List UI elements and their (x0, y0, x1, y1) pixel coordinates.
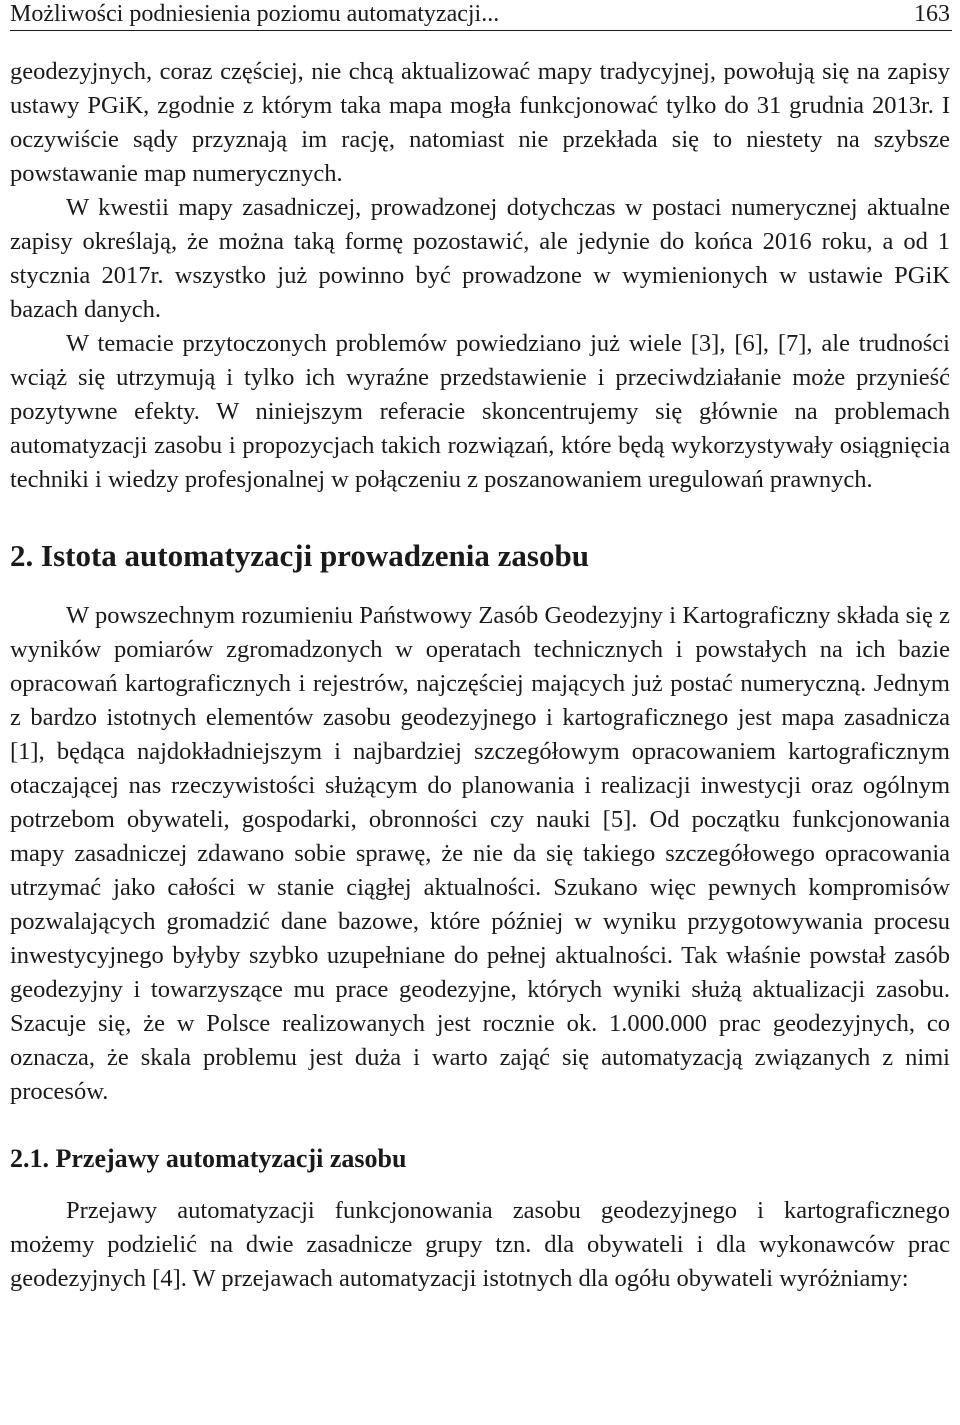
paragraph-problems: W temacie przytoczonych problemów powiedziano już wiele [3], [6], [7], ale trudności wciąż się utrzymują i tylko ich wyraźne przedstawienie i przeciwdziałanie może przynieść pozytywne efekty. W niniejszym referacie skoncentrujemy się głównie na problemach automatyzacji zasobu i propozycjach takich rozwiązań, które będą wykorzystywały osiągnięcia techniki i wiedzy profesjonalnej w połączeniu z poszanowaniem uregulowań prawnych. (10, 330, 950, 493)
page-number: 163 (914, 1, 950, 27)
main-content (10, 55, 950, 1296)
paragraph-continued: geodezyjnych, coraz częściej, nie chcą aktualizować mapy tradycyjnej, powołują się na zapisy ustawy PGiK, zgodnie z którym taka mapa mogła funkcjonować tylko do 31 grudnia 2013r. I oczywiście sądy przyznają im rację, natomiast nie przekłada się to niestety na szybsze powstawanie map numerycznych. (10, 58, 950, 187)
running-title: Możliwości podniesienia poziomu automatyzacji... (10, 1, 500, 27)
section-heading-2-1: 2.1. Przejawy automatyzacji zasobu (10, 1144, 407, 1173)
paragraph-base-map: W kwestii mapy zasadniczej, prowadzonej dotychczas w postaci numerycznej aktualne zapisy określają, że można taką formę pozostawić, ale jedynie do końca 2016 roku, a od 1 stycznia 2017r. wszystko już powinno być prowadzone w wymienionych w ustawie PGiK bazach danych. (10, 194, 950, 323)
paragraph-automation-forms: Przejawy automatyzacji funkcjonowania zasobu geodezyjnego i kartograficznego możemy podzielić na dwie zasadnicze grupy tzn. dla obywateli i dla wykonawców prac geodezyjnych [4]. W przejawach automatyzacji istotnych dla ogółu obywateli wyróżniamy: (10, 1197, 950, 1292)
paragraph-state-resource: W powszechnym rozumieniu Państwowy Zasób Geodezyjny i Kartograficzny składa się z wyników pomiarów zgromadzonych w operatach technicznych i powstałych na ich bazie opracowań kartograficznych i rejestrów, najczęściej mających już postać numeryczną. Jednym z bardzo istotnych elementów zasobu geodezyjnego i kartograficznego jest mapa zasadnicza [1], będąca najdokładniejszym i najbardziej szczegółowym opracowaniem kartograficznym otaczającej nas rzeczywistości służącym do planowania i realizacji inwestycji oraz ogólnym potrzebom obywateli, gospodarki, obronności czy nauki [5]. Od początku funkcjonowania mapy zasadniczej zdawano sobie sprawę, że nie da się takiego szczegółowego opracowania utrzymać jako całości w stanie ciągłej aktualności. Szukano więc pewnych kompromisów pozwalających gromadzić dane bazowe, które później w wyniku przygotowywania procesu inwestycyjnego byłyby szybko uzupełniane do pełnej aktualności. Tak właśnie powstał zasób geodezyjny i towarzyszące mu prace geodezyjne, których wyniki służą aktualizacji zasobu. Szacuje się, że w Polsce realizowanych jest rocznie ok. 1.000.000 prac geodezyjnych, co oznacza, że skala problemu jest duża i warto zająć się automatyzacją związanych z nimi procesów. (10, 602, 950, 1105)
running-header (10, 0, 952, 31)
section-heading-2: 2. Istota automatyzacji prowadzenia zasobu (10, 538, 589, 573)
